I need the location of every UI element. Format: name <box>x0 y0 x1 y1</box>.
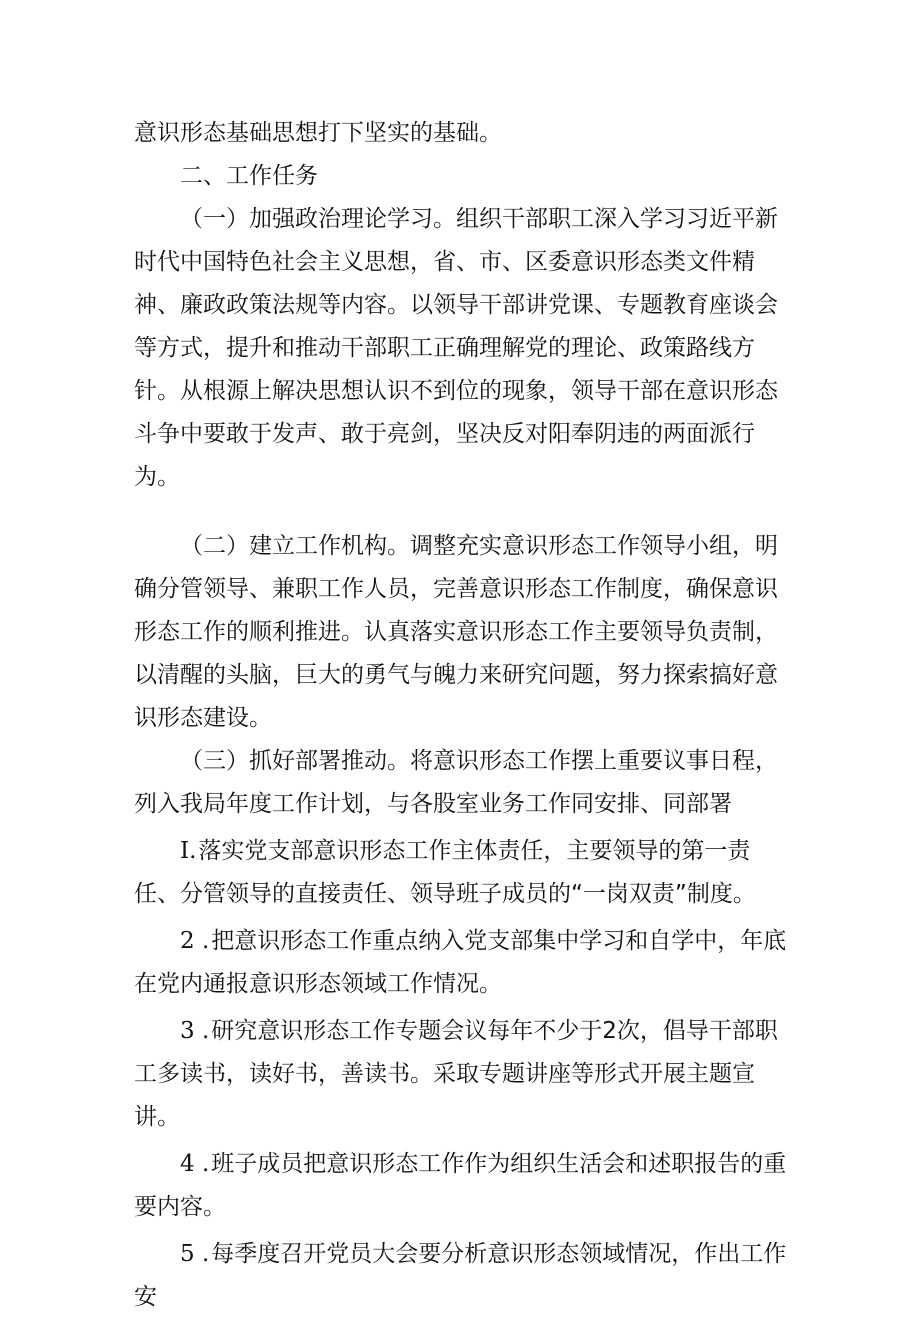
list-item-number: 4 . <box>180 1151 210 1177</box>
list-item-text: 研究意识形态工作专题会议每年不少于2次，倡导干部职工多读书，读好书，善读书。采取专题讲座等形式开展主题宣讲。 <box>134 1018 778 1130</box>
list-item-number: 2 . <box>180 928 210 954</box>
list-item-number: I. <box>180 838 197 864</box>
paragraph-political-study: （一）加强政治理论学习。组织干部职工深入学习习近平新时代中国特色社会主义思想，省、市、区委意识形态类文件精神、廉政政策法规等内容。以领导干部讲党课、专题教育座谈会等方式，提升和推动干部职工正确理解党的理论、政策路线方针。从根源上解决思想认识不到位的现象，领导干部在意识形态斗争中要敢于发声、敢于亮剑，坚决反对阳奉阴违的两面派行为。 <box>134 206 778 490</box>
document-body <box>134 112 794 1319</box>
list-item <box>134 1010 794 1139</box>
list-item <box>134 830 794 916</box>
section-heading: 二、工作任务 <box>180 163 318 189</box>
paragraph-work-organization: （二）建立工作机构。调整充实意识形态工作领导小组，明确分管领导、兼职工作人员，完善意识形态工作制度，确保意识形态工作的顺利推进。认真落实意识形态工作主要领导负责制，以清醒的头脑，巨大的勇气与魄力来研究问题，努力探索搞好意识形态建设。 <box>134 533 778 731</box>
list-item <box>134 1143 794 1229</box>
paragraph-gap <box>134 499 794 525</box>
list-item-number: 3 . <box>180 1018 210 1044</box>
list-item-text: 落实党支部意识形态工作主体责任，主要领导的第一责任、分管领导的直接责任、领导班子成员的“一岗双责”制度。 <box>134 838 756 907</box>
list-item-text: 把意识形态工作重点纳入党支部集中学习和自学中，年底在党内通报意识形态领域工作情况。 <box>134 928 787 997</box>
list-item-text: 班子成员把意识形态工作作为组织生活会和述职报告的重要内容。 <box>134 1151 787 1220</box>
paragraph-deployment: （三）抓好部署推动。将意识形态工作摆上重要议事日程，列入我局年度工作计划，与各股室业务工作同安排、同部署 <box>134 748 778 817</box>
paragraph-continuation: 意识形态基础思想打下坚实的基础。 <box>134 120 502 146</box>
list-item <box>134 1233 794 1319</box>
list-item-number: 5 . <box>180 1241 210 1267</box>
list-item-text: 每季度召开党员大会要分析意识形态领域情况，作出工作安 <box>134 1241 787 1310</box>
list-item <box>134 920 794 1006</box>
